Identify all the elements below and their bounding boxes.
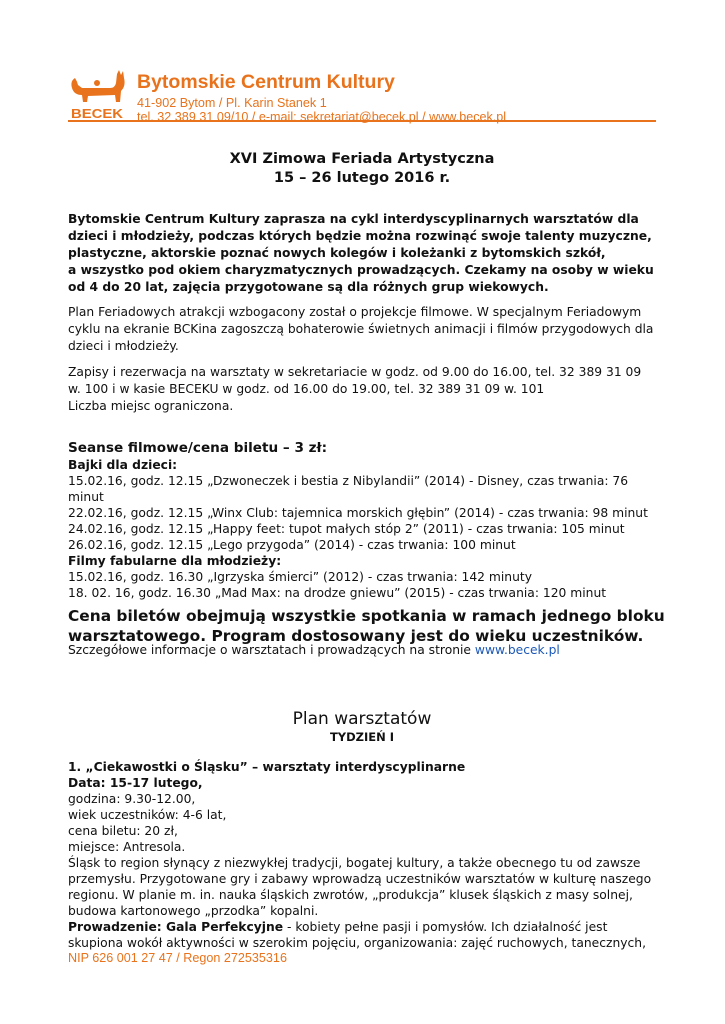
workshop-description-line: budowa kartonowego „przodka” kopalni. (68, 904, 319, 918)
film-entry: 22.02.16, godz. 12.15 „Winx Club: tajemnica morskich głębin” (2014) - czas trwania: 98 minut (68, 506, 648, 520)
film-entry: 15.02.16, godz. 12.15 „Dzwoneczek i bestia z Nibylandii” (2014) - Disney, czas trwania: 76 (68, 474, 629, 488)
film-entry: 18. 02. 16, godz. 16.30 „Mad Max: na drodze gniewu” (2015) - czas trwania: 120 minut (68, 586, 607, 600)
paragraph-line: Plan Feriadowych atrakcji wzbogacony został o projekcje filmowe. W specjalnym Feriadowym (68, 305, 642, 319)
week-label: TYDZIEŃ I (329, 730, 395, 744)
event-title: XVI Zimowa Feriada Artystyczna (229, 151, 495, 167)
paragraph-line: w. 100 i w kasie BECEKU w godz. od 16.00 do 19.00, tel. 32 389 31 09 w. 101 (68, 382, 545, 396)
paragraph-line: dzieci i młodzieży. (68, 339, 179, 353)
workshop-lead-label: Prowadzenie: Gala Perfekcyjne (68, 920, 284, 934)
workshop-lead-text: - kobiety pełne pasji i pomysłów. Ich działalność jest (283, 920, 608, 934)
workshop-heading: 1. „Ciekawostki o Śląsku” – warsztaty interdyscyplinarne (68, 760, 466, 774)
films-heading: Seanse filmowe/cena biletu – 3 zł: (68, 440, 328, 456)
logo-text: BECEK (71, 106, 124, 120)
film-entry: minut (68, 490, 104, 504)
workshop-description-line: regionu. W planie m. in. nauka śląskich zwrotów, „produkcja” klusek śląskich z masy solnej, (68, 888, 633, 902)
plan-title: Plan warsztatów (292, 709, 432, 729)
workshop-detail: miejsce: Antresola. (68, 840, 186, 854)
workshop-description-line: Śląsk to region słynący z niezwykłej tradycji, bogatej kultury, a także obecnego tu od zawsze (68, 856, 641, 870)
intro-line: Bytomskie Centrum Kultury zaprasza na cykl interdyscyplinarnych warsztatów dla (68, 212, 639, 226)
film-entry: 26.02.16, godz. 12.15 „Lego przygoda” (2014) - czas trwania: 100 minut (68, 538, 516, 552)
workshop-date: Data: 15-17 lutego, (68, 776, 203, 790)
letterhead-contact: tel. 32 389 31 09/10 / e-mail: sekretariat@becek.pl / www.becek.pl (137, 110, 507, 124)
paragraph-line: Liczba miejsc ograniczona. (68, 399, 234, 413)
website-link[interactable]: www.becek.pl (474, 643, 560, 657)
intro-line: od 4 do 20 lat, zajęcia przygotowane są dla różnych grup wiekowych. (68, 280, 549, 294)
details-line (68, 643, 560, 657)
event-dates: 15 – 26 lutego 2016 r. (273, 170, 451, 186)
footer-registration: NIP 626 001 27 47 / Regon 272535316 (68, 951, 287, 965)
paragraph-line: Zapisy i rezerwacja na warsztaty w sekretariacie w godz. od 9.00 do 16.00, tel. 32 389 31 09 (68, 365, 642, 379)
workshop-description-line: przemysłu. Przygotowane gry i zabawy wprowadzą uczestników warsztatów w kulturę naszego (68, 872, 652, 886)
paragraph-line: cyklu na ekranie BCKina zagoszczą bohaterowie świetnych animacji i filmów przygodowych dla (68, 322, 654, 336)
workshop-lead-continuation: skupiona wokół aktywności w szerokim pojęciu, organizowania: zajęć ruchowych, tanecznych, (68, 936, 646, 950)
workshop-detail: godzina: 9.30-12.00, (68, 792, 196, 806)
film-entry: 15.02.16, godz. 16.30 „Igrzyska śmierci” (2012) - czas trwania: 142 minuty (68, 570, 532, 584)
intro-line: dzieci i młodzieży, podczas których będzie można rozwinąć swoje talenty muzyczne, (68, 229, 652, 243)
letterhead-name: Bytomskie Centrum Kultury (137, 71, 395, 93)
letterhead-address: 41-902 Bytom / Pl. Karin Stanek 1 (137, 96, 327, 110)
letterhead-divider (68, 120, 656, 122)
price-note-line: Cena biletów obejmują wszystkie spotkania w ramach jednego bloku (68, 607, 665, 625)
price-note-line: warsztatowego. Program dostosowany jest do wieku uczestników. (68, 627, 644, 645)
workshop-lead-line (68, 920, 607, 934)
becek-logo (68, 66, 126, 120)
details-text: Szczegółowe informacje o warsztatach i prowadzących na stronie (68, 643, 475, 657)
kids-films-heading: Bajki dla dzieci: (68, 458, 178, 472)
workshop-detail: wiek uczestników: 4-6 lat, (68, 808, 227, 822)
film-entry: 24.02.16, godz. 12.15 „Happy feet: tupot małych stóp 2” (2011) - czas trwania: 105 minut (68, 522, 625, 536)
intro-line: a wszystko pod okiem charyzmatycznych prowadzących. Czekamy na osoby w wieku (68, 263, 654, 277)
intro-line: plastyczne, aktorskie poznać nowych kolegów i koleżanki z bytomskich szkół, (68, 246, 606, 260)
youth-films-heading: Filmy fabularne dla młodzieży: (68, 554, 282, 568)
workshop-detail: cena biletu: 20 zł, (68, 824, 178, 838)
